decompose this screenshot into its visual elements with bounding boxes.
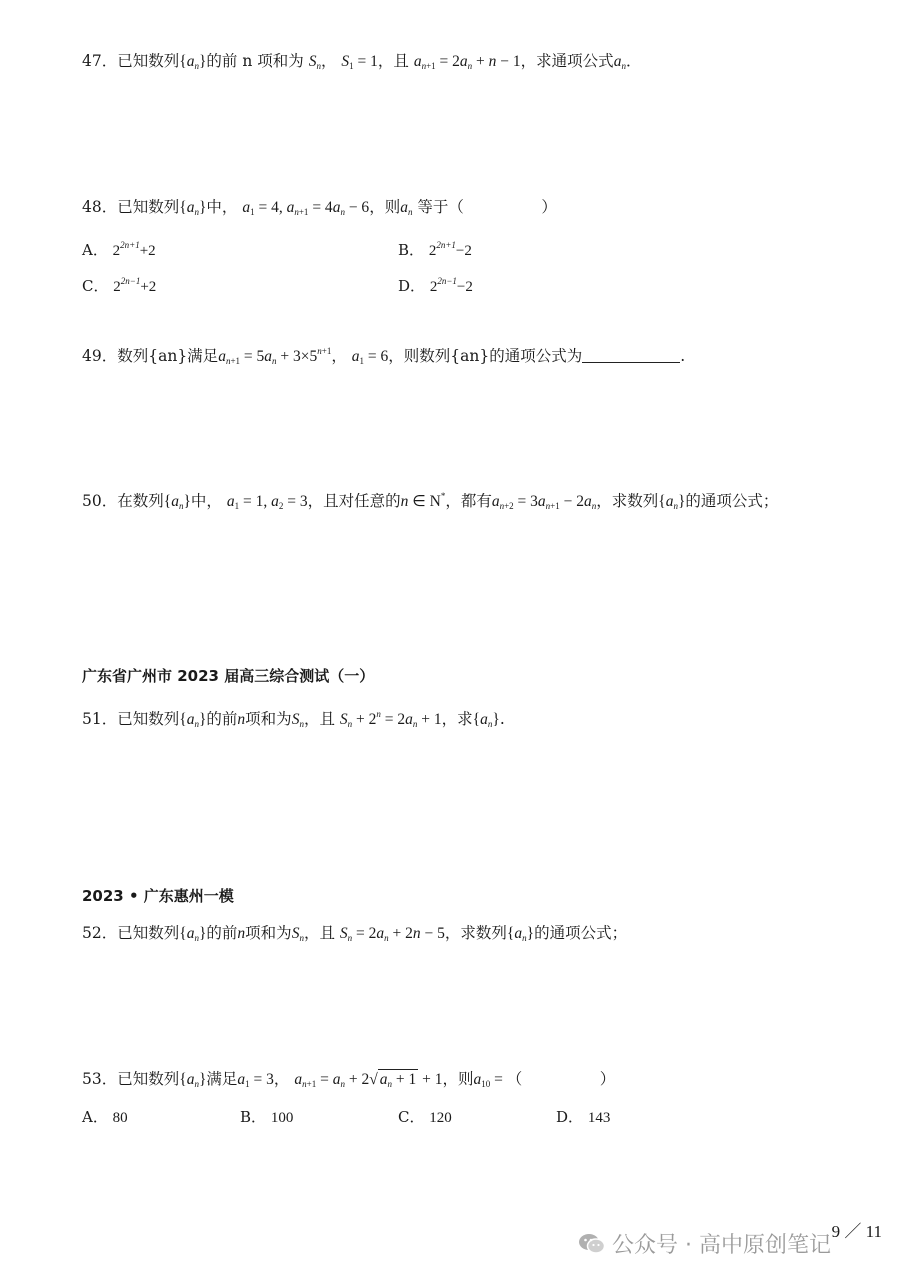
option-48-b[interactable]: B． $2^{2n+1}-2$ <box>398 240 472 259</box>
problem-52: 52．已知数列$\{a_n\}$的前n项和为$S_n$，且 $S_n = 2a_n + 2n - 5$，求数列$\{a_n\}$的通项公式； <box>82 924 628 943</box>
problem-48: 48．已知数列$\{a_n\}$中， $a_1 = 4$, $a_{n+1} = 4a_n - 6$，则$a_n$ 等于（ ） <box>82 198 557 217</box>
answer-blank[interactable] <box>582 346 680 363</box>
option-48-d[interactable]: D． $2^{2n-1}-2$ <box>398 276 473 295</box>
page-number: 9 ／ 11 <box>831 1222 882 1241</box>
problem-47: 47．已知数列$\{a_n\}$的前 n 项和为 $S_n$， $S_1 = 1$，且 $a_{n+1} = 2a_n + n - 1$，求通项公式$a_n$． <box>82 52 642 71</box>
option-53-c[interactable]: C． 120 <box>398 1108 452 1126</box>
option-53-a[interactable]: A． 80 <box>82 1108 128 1126</box>
problem-50: 50．在数列$\{a_n\}$中， $a_1 = 1$, $a_2 = 3$，且对任意的n ∈ N*，都有$a_{n+2} = 3a_{n+1} - 2a_n$，求数列$\{a_n\}$的通项公式； <box>82 491 779 511</box>
problem-49: 49．数列{an}满足$a_{n+1} = 5a_n + 3\times 5^{n+1}$， $a_1 = 6$，则数列{an}的通项公式为 . <box>82 346 686 366</box>
option-48-a[interactable]: A． $2^{2n+1}+2$ <box>82 240 156 259</box>
wechat-icon <box>578 1232 606 1262</box>
problem-53: 53．已知数列$\{a_n\}$满足$a_1 = 3$， $a_{n+1} = a_n + 2√$ $a_n + 1 + 1$，则$a_{10}$ = （ ） <box>82 1070 616 1089</box>
watermark <box>578 1228 831 1262</box>
watermark-text: 公众号 · 高中原创笔记 <box>612 1233 831 1258</box>
option-48-c[interactable]: C． $2^{2n-1}+2$ <box>82 276 157 295</box>
option-53-d[interactable]: D． 143 <box>556 1108 611 1126</box>
option-53-b[interactable]: B． 100 <box>240 1108 294 1126</box>
section-heading: 2023 • 广东惠州一模 <box>82 887 234 905</box>
problem-51: 51．已知数列$\{a_n\}$的前n项和为$S_n$，且 $S_n + 2^n = 2a_n + 1$，求$\{a_n\}$. <box>82 709 505 729</box>
section-heading: 广东省广州市 2023 届高三综合测试（一） <box>82 667 375 685</box>
